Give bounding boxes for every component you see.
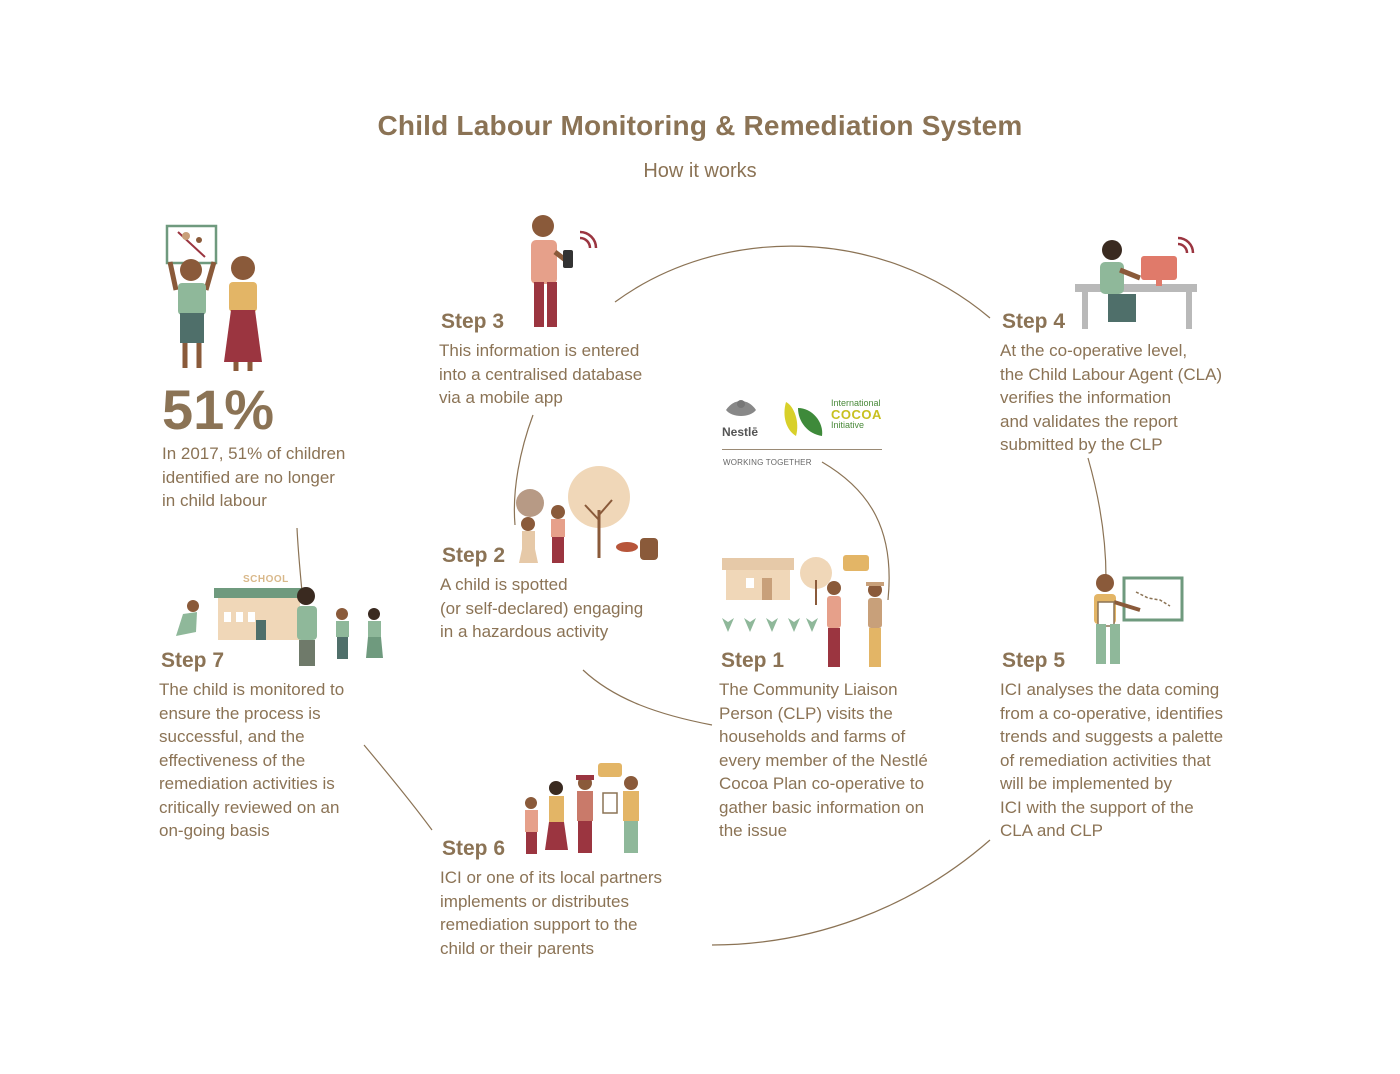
- step-1: [719, 648, 959, 843]
- connector-step7-stat: [297, 528, 302, 592]
- step-6-text: ICI or one of its local partners implements or distributes remediation support to the child or their parents: [440, 868, 663, 958]
- connector-logo-step1: [822, 462, 889, 600]
- connector-step3-step4: [615, 246, 990, 318]
- page-subtitle: How it works: [643, 160, 757, 182]
- step-3: [439, 309, 679, 410]
- step-1-text: The Community Liaison Person (CLP) visits the households and farms of every member of the Nestlé Cocoa Plan co-operative to gather basic information on the issue: [719, 680, 928, 840]
- page-title: Child Labour Monitoring & Remediation System: [377, 110, 1023, 141]
- step-5-text: ICI analyses the data coming from a co-operative, identifies trends and suggests a palette of remediation activities that will be implemented by ICI with the support of the CLA and CLP: [1000, 680, 1224, 840]
- step-3-label: Step 3: [441, 310, 505, 333]
- cycle-connectors: [297, 246, 1106, 945]
- logo-caption: WORKING TOGETHER: [723, 458, 812, 467]
- step-4-text: At the co-operative level, the Child Labour Agent (CLA) verifies the information and validates the report submitted by the CLP: [1000, 341, 1223, 454]
- logo-divider: [722, 449, 882, 450]
- step-6: [440, 836, 690, 960]
- ici-logo: [784, 402, 822, 436]
- step-4-label: Step 4: [1002, 310, 1066, 333]
- step-7-label: Step 7: [161, 649, 225, 672]
- connector-step5-step6: [712, 840, 990, 945]
- step-3-text: This information is entered into a centralised database via a mobile app: [439, 341, 643, 407]
- step-2-label: Step 2: [442, 544, 506, 567]
- nestle-logo-text: Nestlē: [722, 425, 759, 439]
- step-7: [159, 648, 399, 843]
- connector-step1-step2: [583, 670, 712, 725]
- step-2-text: A child is spotted (or self-declared) engaging in a hazardous activity: [440, 575, 644, 641]
- nestle-logo: [726, 400, 756, 416]
- connector-step4-step5: [1088, 458, 1106, 578]
- step-5-label: Step 5: [1002, 649, 1066, 672]
- ici-line2: COCOA: [831, 407, 882, 422]
- step-2: [440, 543, 680, 644]
- ici-logo-text: [831, 398, 882, 431]
- step-7-text: The child is monitored to ensure the process is successful, and the effectiveness of the remediation activities is critically reviewed on an on-going basis: [159, 680, 345, 840]
- school-sign: SCHOOL: [243, 574, 289, 585]
- stat-description: In 2017, 51% of children identified are no longer in child labour: [162, 444, 346, 510]
- stat-value: 51%: [162, 378, 275, 441]
- ici-line3: Initiative: [831, 420, 865, 430]
- stat-children-illustration: [167, 226, 262, 371]
- step-6-label: Step 6: [442, 837, 506, 860]
- step-4: [1000, 309, 1250, 457]
- step-1-label: Step 1: [721, 649, 785, 672]
- ici-line1: International: [831, 398, 881, 408]
- step-5: [1000, 648, 1250, 843]
